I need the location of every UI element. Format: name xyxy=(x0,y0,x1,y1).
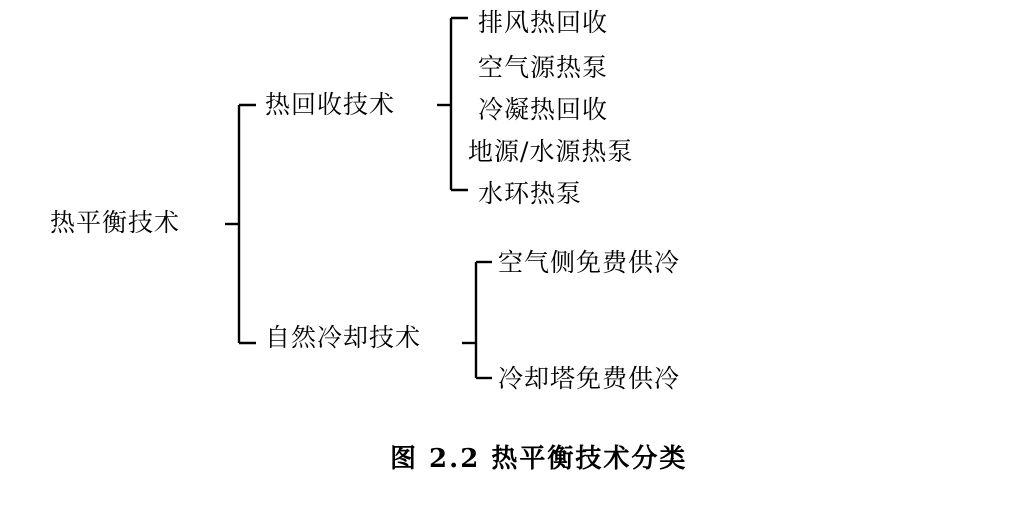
node-leaf-air-side-free-cooling: 空气侧免费供冷 xyxy=(498,248,681,277)
node-leaf-air-source-heat-pump: 空气源热泵 xyxy=(478,53,609,82)
figure-caption: 图 2.2 热平衡技术分类 xyxy=(390,444,688,474)
node-branch-free-cooling: 自然冷却技术 xyxy=(265,323,422,352)
node-leaf-ground-water-source-heat-pump: 地源/水源热泵 xyxy=(468,137,634,166)
node-leaf-exhaust-heat-recovery: 排风热回收 xyxy=(478,8,609,37)
node-leaf-cooling-tower-free-cooling: 冷却塔免费供冷 xyxy=(498,364,681,393)
node-leaf-water-loop-heat-pump: 水环热泵 xyxy=(478,179,583,208)
node-leaf-condensing-heat-recovery: 冷凝热回收 xyxy=(478,95,609,124)
node-root: 热平衡技术 xyxy=(50,208,181,237)
node-branch-heat-recovery: 热回收技术 xyxy=(265,90,396,119)
